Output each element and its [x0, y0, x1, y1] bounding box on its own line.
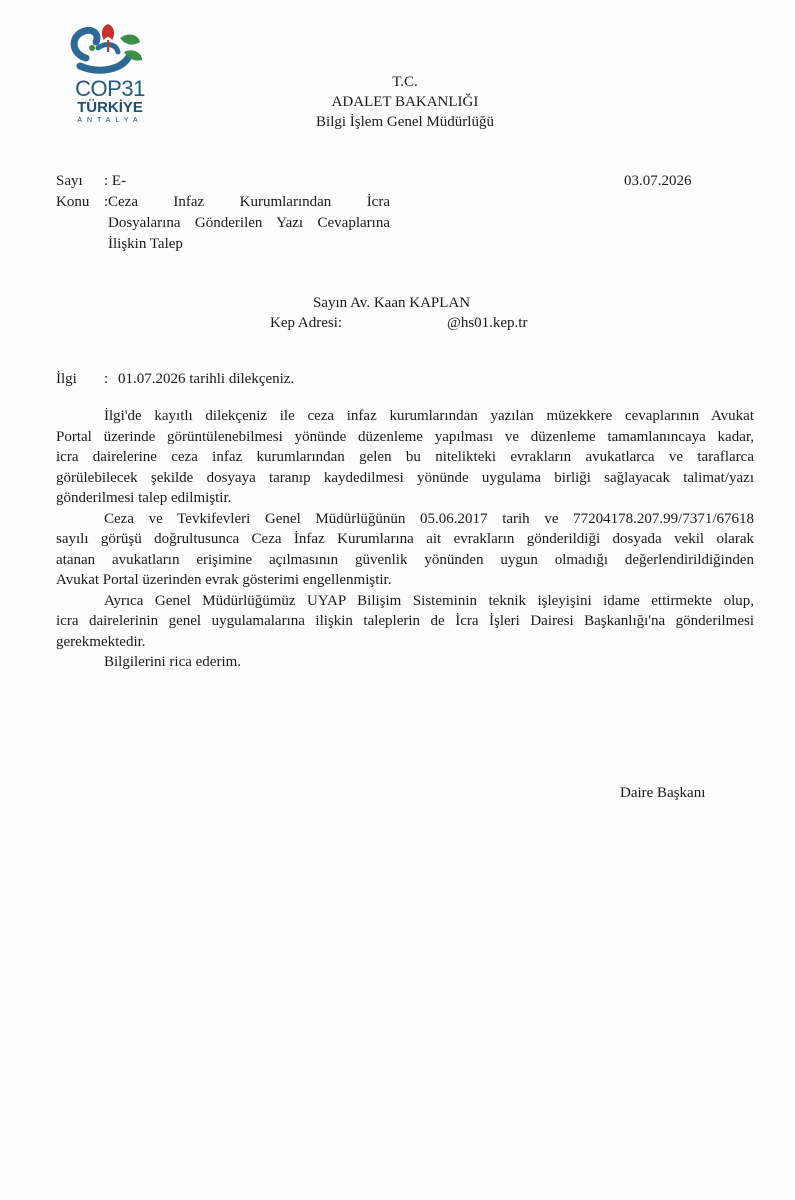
letterhead — [250, 72, 560, 132]
logo-antalya-text: ANTALYA — [77, 117, 143, 124]
body-line: gönderilmesi talep edilmiştir. — [56, 490, 232, 506]
body-line: Avukat Portal üzerinden evrak gösterimi engellenmiştir. — [56, 572, 392, 588]
body-line: Portal üzerinde görüntülenebilmesi yönünde düzenleme yapılması ve düzenleme tamamlanıncaya kadar, — [56, 428, 754, 445]
body-line: atanan avukatların erişimine açılmasının güvenlik yönünden uygun olmadığı değerlendirildiğinden — [56, 551, 754, 568]
body-line: görülebilecek şekilde dosyaya taranıp kaydedilmesi yönünde uygulama birliği sağlayacak talimat/yazı — [56, 469, 754, 486]
body-line: sayılı görüşü doğrultusunca Ceza İnfaz Kurumlarına ait evrakların gönderildiği dosyada vekil olarak — [56, 531, 754, 547]
logo-cop31-text: COP31 — [75, 76, 145, 101]
body-line: gerekmektedir. — [56, 633, 146, 650]
sayi-label: Sayı — [56, 173, 83, 189]
body-paragraph — [56, 509, 754, 591]
cop31-emblem-icon — [58, 18, 158, 80]
body-line: Ayrıca Genel Müdürlüğümüz UYAP Bilişim Sisteminin teknik işleyişini idame ettirmekte olup, — [104, 592, 754, 609]
header-tc: T.C. — [392, 74, 418, 90]
konu-colon: : — [104, 194, 109, 210]
body-line: Ceza ve Tevkifevleri Genel Müdürlüğünün 05.06.2017 tarih ve 77204178.207.99/7371/67618 — [104, 510, 754, 527]
body-line: Bilgilerini rica ederim. — [104, 654, 242, 670]
ilgi-label: İlgi — [56, 371, 77, 387]
konu-label: Konu — [56, 194, 90, 210]
body-paragraph — [56, 591, 754, 653]
header-department: Bilgi İşlem Genel Müdürlüğü — [316, 114, 494, 130]
body-paragraph — [56, 406, 754, 509]
body-line: icra dairelerine ceza infaz kurumlarından gelen bu nitelikteki evrakların avukatlarca ve taraflarca — [56, 449, 754, 465]
ilgi-colon: : — [104, 371, 109, 387]
letter-body — [56, 406, 754, 673]
signer-title: Daire Başkanı — [620, 785, 706, 801]
konu-line: İlişkin Talep — [108, 236, 183, 252]
konu-subject — [108, 192, 390, 255]
cop31-logo — [58, 18, 158, 130]
addressee-name: Sayın Av. Kaan KAPLAN — [313, 295, 471, 311]
konu-line: Ceza Infaz Kurumlarından İcra — [108, 194, 390, 210]
body-line: icra dairelerinin genel uygulamalarına ilişkin taleplerin de İcra İşleri Dairesi Başkanlığı'na gönderilmesi — [56, 613, 754, 629]
ilgi-value: 01.07.2026 tarihli dilekçeniz. — [118, 371, 295, 387]
body-line: İlgi'de kayıtlı dilekçeniz ile ceza infaz kurumlarından yazılan müzekkere cevaplarının Avukat — [104, 408, 754, 424]
body-paragraph — [56, 652, 754, 673]
konu-line: Dosyalarına Gönderilen Yazı Cevaplarına — [108, 215, 390, 231]
kep-address-label: Kep Adresi: — [270, 315, 343, 331]
kep-address-value: @hs01.kep.tr — [447, 315, 528, 331]
document-date: 03.07.2026 — [624, 173, 692, 189]
sayi-value: : E- — [104, 173, 127, 189]
logo-turkiye-text: TÜRKİYE — [77, 99, 143, 116]
header-ministry: ADALET BAKANLIĞI — [331, 94, 479, 110]
